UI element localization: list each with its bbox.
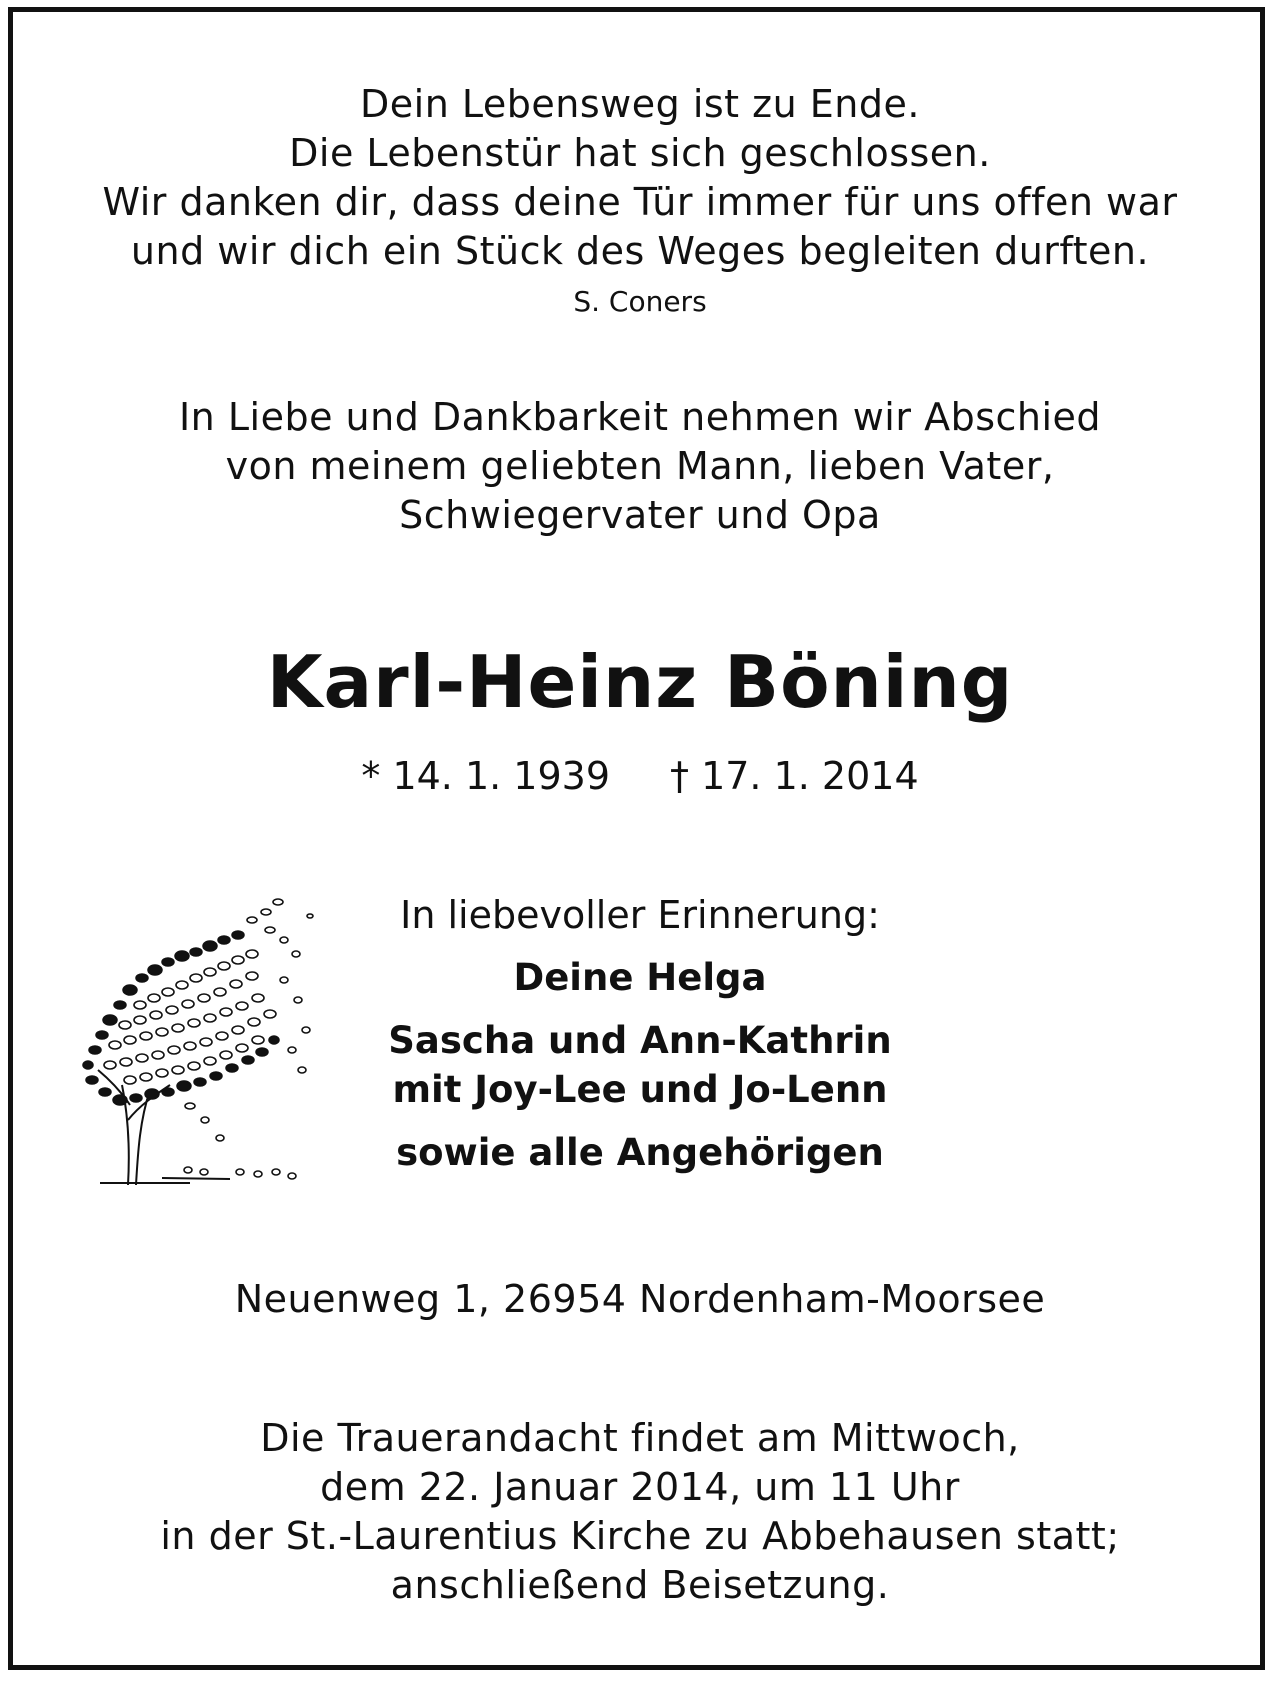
mourner-line: Deine Helga xyxy=(513,956,767,999)
farewell-line: In Liebe und Dankbarkeit nehmen wir Abschied xyxy=(178,395,1102,439)
mourner-group xyxy=(330,1128,950,1177)
mourners-list xyxy=(330,953,950,1191)
poem-line: Wir danken dir, dass deine Tür immer für uns offen war xyxy=(102,180,1178,224)
poem-line: Die Lebenstür hat sich geschlossen. xyxy=(289,131,991,175)
poem xyxy=(0,80,1280,276)
service-line: Die Trauerandacht findet am Mittwoch, xyxy=(260,1416,1020,1460)
service-line: dem 22. Januar 2014, um 11 Uhr xyxy=(320,1465,960,1509)
farewell-text xyxy=(0,393,1280,540)
farewell-line: Schwiegervater und Opa xyxy=(399,493,881,537)
service-line: in der St.-Laurentius Kirche zu Abbehausen statt; xyxy=(160,1514,1120,1558)
mourner-line: Sascha und Ann-Kathrin xyxy=(388,1019,892,1062)
service-line: anschließend Beisetzung. xyxy=(390,1563,890,1607)
mourner-line: sowie alle Angehörigen xyxy=(396,1131,884,1174)
mourner-line: mit Joy-Lee und Jo-Lenn xyxy=(392,1068,888,1111)
windblown-tree-icon xyxy=(70,880,330,1200)
deceased-name: Karl-Heinz Böning xyxy=(266,640,1014,724)
poem-line: Dein Lebensweg ist zu Ende. xyxy=(360,82,920,126)
mourner-group xyxy=(330,1016,950,1114)
birth-date: * 14. 1. 1939 xyxy=(361,754,610,798)
life-dates xyxy=(0,751,1280,801)
memory-intro: In liebevoller Erinnerung: xyxy=(400,893,880,937)
poem-line: und wir dich ein Stück des Weges begleiten durften. xyxy=(130,229,1150,273)
death-date: † 17. 1. 2014 xyxy=(670,754,919,798)
poem-author: S. Coners xyxy=(573,285,707,318)
funeral-service-notice xyxy=(0,1414,1280,1610)
family-address: Neuenweg 1, 26954 Nordenham-Moorsee xyxy=(234,1277,1046,1321)
farewell-line: von meinem geliebten Mann, lieben Vater, xyxy=(225,444,1055,488)
mourner-group xyxy=(330,953,950,1002)
